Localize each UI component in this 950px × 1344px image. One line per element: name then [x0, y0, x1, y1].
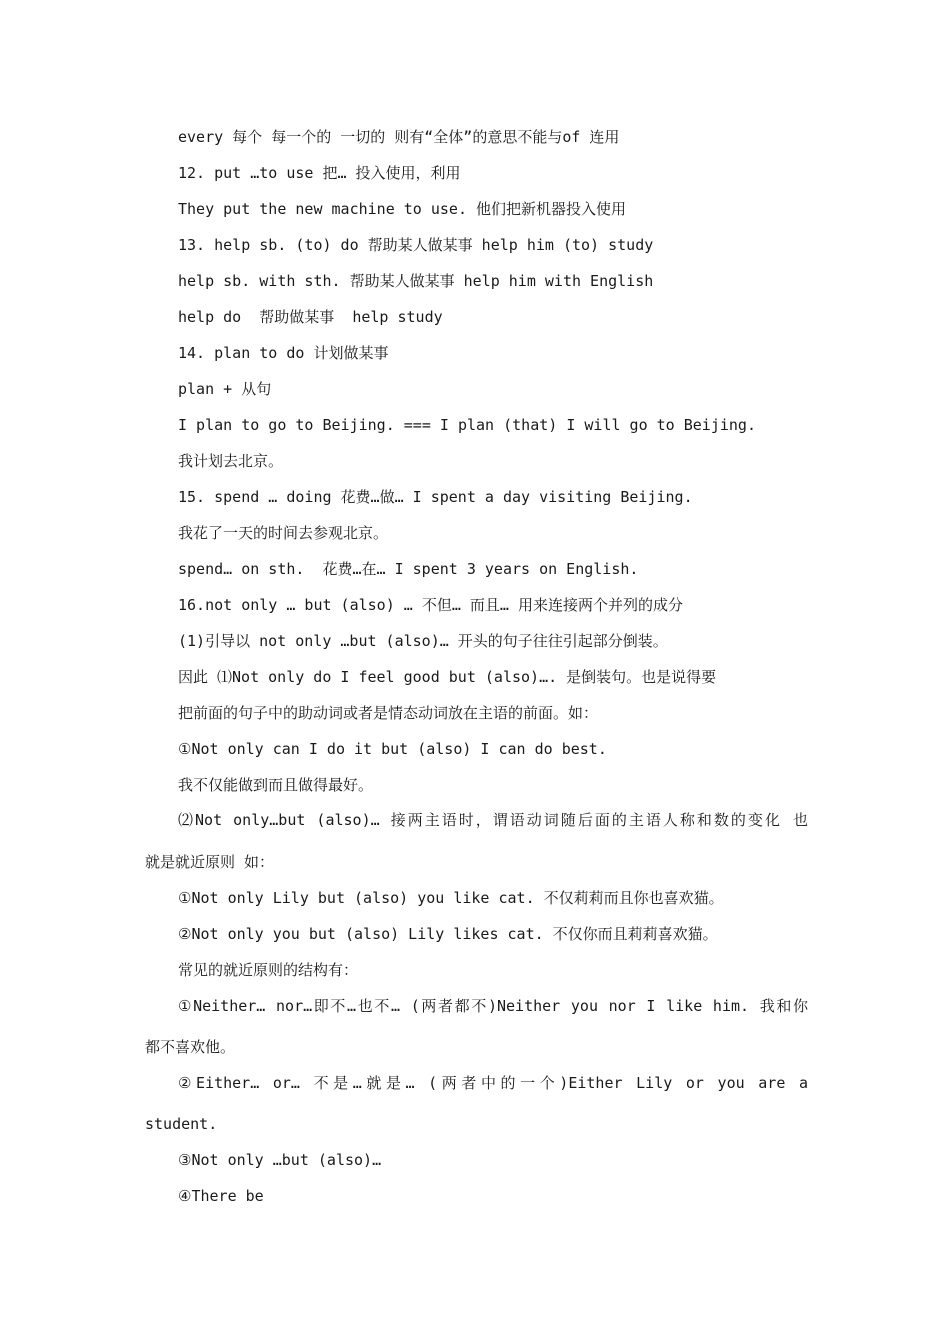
text-line: 15. spend … doing 花费…做… I spent a day visiting Beijing.: [178, 488, 693, 506]
text-line: I plan to go to Beijing. === I plan (that) I will go to Beijing.: [178, 416, 756, 434]
text-line: ①Not only can I do it but (also) I can do best.: [178, 740, 607, 758]
text-line: 都不喜欢他。: [145, 1038, 236, 1056]
text-line: every 每个 每一个的 一切的 则有“全体”的意思不能与of 连用: [178, 128, 620, 146]
text-line: 把前面的句子中的助动词或者是情态动词放在主语的前面。如：: [178, 704, 599, 722]
text-line: 16.not only … but (also) … 不但… 而且… 用来连接两个并列的成分: [178, 596, 683, 614]
text-line: help sb. with sth. 帮助某人做某事 help him with English: [178, 272, 654, 290]
text-line: ②Either… or… 不是…就是… (两者中的一个)Either Lily or you are a: [178, 1074, 808, 1092]
text-line: 常见的就近原则的结构有：: [178, 961, 359, 979]
text-line: 我不仅能做到而且做得最好。: [178, 776, 374, 794]
text-line: (1)引导以 not only …but (also)… 开头的句子往往引起部分倒装。: [178, 632, 668, 650]
text-line: plan + 从句: [178, 380, 272, 398]
text-line: ①Not only Lily but (also) you like cat. 不仅莉莉而且你也喜欢猫。: [178, 889, 724, 907]
text-line: 我花了一天的时间去参观北京。: [178, 524, 389, 542]
text-line: ①Neither… nor…即不…也不… (两者都不)Neither you nor I like him. 我和你: [178, 997, 808, 1015]
text-line: 13. help sb. (to) do 帮助某人做某事 help him (to) study: [178, 236, 654, 254]
text-line: help do 帮助做某事 help study: [178, 308, 443, 326]
text-line: student.: [145, 1115, 218, 1133]
text-line: 我计划去北京。: [178, 452, 284, 470]
text-line: spend… on sth. 花费…在… I spent 3 years on English.: [178, 560, 639, 578]
text-line: ④There be: [178, 1187, 264, 1205]
text-line: 就是就近原则 如：: [145, 853, 275, 871]
text-line: They put the new machine to use. 他们把新机器投入使用: [178, 200, 627, 218]
text-line: ②Not only you but (also) Lily likes cat. 不仅你而且莉莉喜欢猫。: [178, 925, 718, 943]
text-line: 因此 ⑴Not only do I feel good but (also)…. 是倒装句。也是说得要: [178, 668, 717, 686]
text-line: 12. put …to use 把… 投入使用，利用: [178, 164, 461, 182]
text-line: ⑵Not only…but (also)… 接两主语时，谓语动词随后面的主语人称和数的变化 也: [178, 811, 808, 829]
text-line: ③Not only …but (also)…: [178, 1151, 382, 1169]
text-line: 14. plan to do 计划做某事: [178, 344, 389, 362]
